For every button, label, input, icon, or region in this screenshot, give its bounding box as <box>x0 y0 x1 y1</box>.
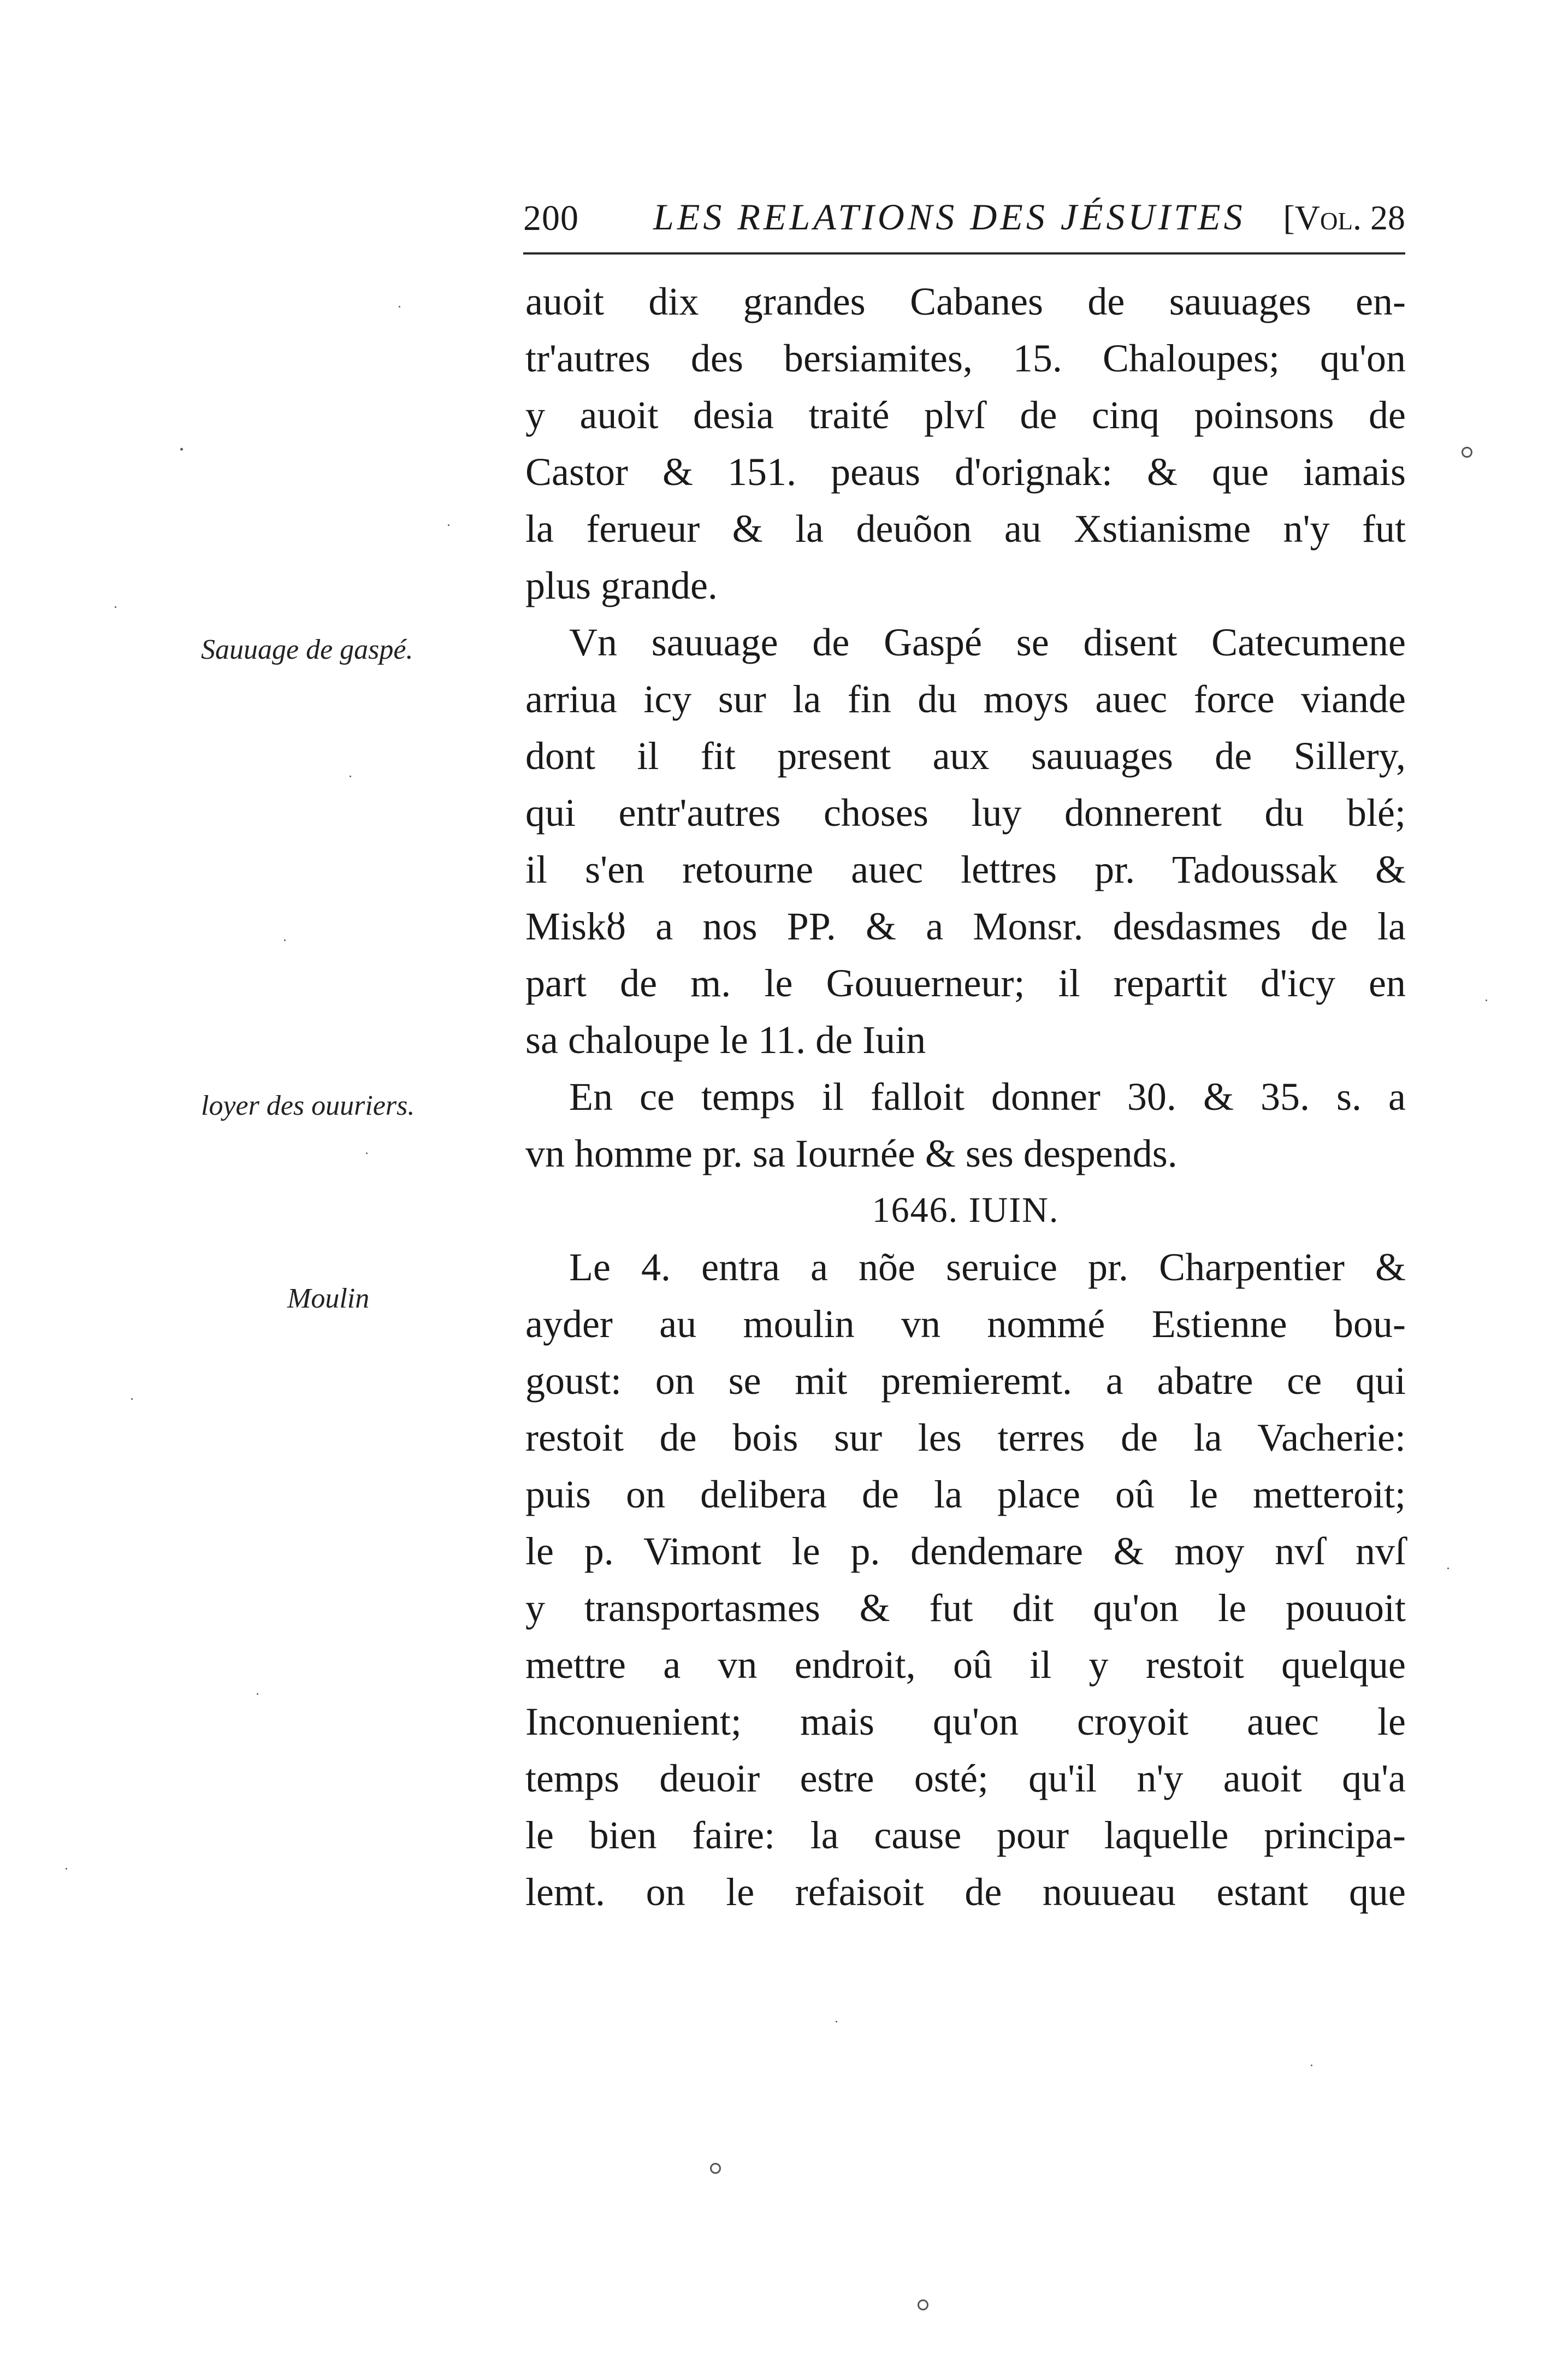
page-number: 200 <box>523 198 579 238</box>
running-title: LES RELATIONS DES JÉSUITES <box>653 196 1246 238</box>
text-line: Vn sauuage de Gaspé se disent Catecumene <box>569 620 1406 664</box>
text-line: le p. Vimont le p. dendemare & moy nvſ nvſ <box>525 1529 1406 1573</box>
text-line: qui entr'autres choses luy donnerent du blé; <box>525 791 1406 835</box>
scan-speck <box>1447 1568 1449 1569</box>
text-line: Miskȣ a nos PP. & a Monsr. desdasmes de la <box>525 904 1406 948</box>
scan-speck <box>350 776 351 777</box>
scan-speck <box>1462 447 1472 458</box>
text-line: il s'en retourne auec lettres pr. Tadoussak & <box>525 848 1406 891</box>
text-line: auoit dix grandes Cabanes de sauuages en- <box>525 280 1406 323</box>
scan-speck <box>131 1398 133 1400</box>
text-line: part de m. le Gouuerneur; il repartit d'icy en <box>525 961 1406 1005</box>
volume-label: [Vol. 28 <box>1283 198 1405 237</box>
text-line: Castor & 151. peaus d'orignak: & que iamais <box>525 450 1406 494</box>
text-line: y transportasmes & fut dit qu'on le pouuoit <box>525 1586 1406 1630</box>
text-line: goust: on se mit premieremt. a abatre ce qui <box>525 1359 1406 1403</box>
running-header <box>523 192 1405 255</box>
scan-speck <box>366 1152 368 1154</box>
scan-speck <box>448 524 449 526</box>
text-line: mettre a vn endroit, oû il y restoit quelque <box>525 1643 1406 1687</box>
text-line: Le 4. entra a nõe seruice pr. Charpentier & <box>569 1245 1406 1289</box>
scan-speck <box>918 2299 928 2310</box>
text-line: sa chaloupe le 11. de Iuin <box>525 1018 926 1062</box>
scan-speck <box>257 1693 258 1695</box>
margin-note-loyer: loyer des ouuriers. <box>201 1090 415 1121</box>
margin-note-moulin: Moulin <box>287 1283 370 1314</box>
scan-speck <box>284 939 286 941</box>
scan-speck <box>66 1868 67 1870</box>
scan-speck <box>115 606 116 608</box>
text-line: lemt. on le refaisoit de nouueau estant que <box>525 1870 1406 1914</box>
scan-speck <box>836 2021 837 2023</box>
scan-speck <box>1311 2065 1312 2066</box>
text-line: le bien faire: la cause pour laquelle principa- <box>525 1813 1406 1857</box>
text-line: puis on delibera de la place oû le metteroit; <box>525 1473 1406 1516</box>
text-line: Inconuenient; mais qu'on croyoit auec le <box>525 1700 1406 1743</box>
scan-speck <box>399 306 400 308</box>
margin-note-sauuage: Sauuage de gaspé. <box>201 634 413 665</box>
text-line: la ferueur & la deuõon au Xstianisme n'y fut <box>525 507 1406 551</box>
scan-speck <box>1486 1000 1487 1001</box>
text-line: temps deuoir estre osté; qu'il n'y auoit qu'a <box>525 1757 1406 1800</box>
text-line: y auoit desia traité plvſ de cinq poinsons de <box>525 393 1406 437</box>
text-line: vn homme pr. sa Iournée & ses despends. <box>525 1132 1178 1175</box>
text-line: tr'autres des bersiamites, 15. Chaloupes; qu'on <box>525 336 1406 380</box>
text-line: En ce temps il falloit donner 30. & 35. s. a <box>569 1075 1406 1119</box>
scan-speck <box>180 448 183 451</box>
text-line: arriua icy sur la fin du moys auec force viande <box>525 677 1406 721</box>
scan-speck <box>710 2163 721 2174</box>
text-line: plus grande. <box>525 564 718 607</box>
text-line: restoit de bois sur les terres de la Vacherie: <box>525 1416 1406 1459</box>
text-line: dont il fit present aux sauuages de Sillery, <box>525 734 1406 778</box>
section-date-heading: 1646. IUIN. <box>872 1190 1060 1230</box>
text-line: ayder au moulin vn nommé Estienne bou- <box>525 1302 1406 1346</box>
